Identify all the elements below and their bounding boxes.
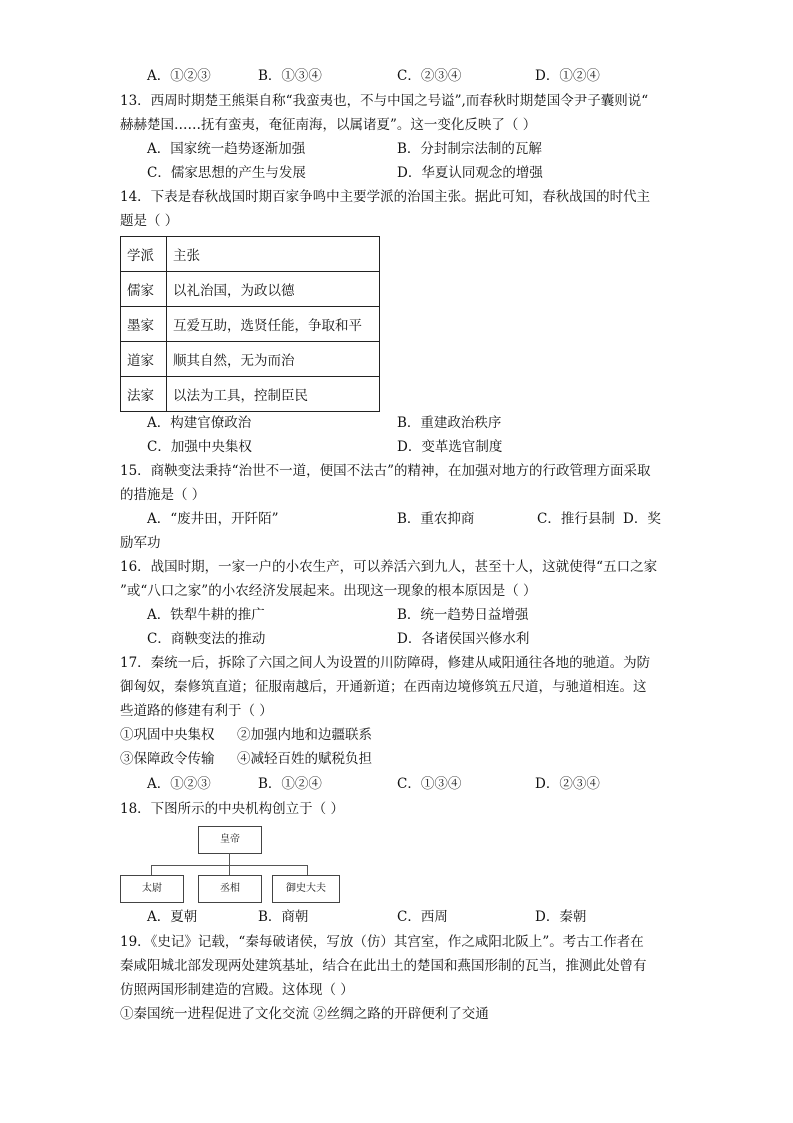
q14-option-a[interactable]: A．构建官僚政治 (147, 415, 252, 431)
connector-line (151, 865, 152, 875)
q14-option-b[interactable]: B．重建政治秩序 (397, 415, 502, 431)
q18-stem-line-1: 18．下图所示的中央机构创立于（ ） (120, 801, 344, 817)
table-cell: 儒家 (121, 272, 167, 307)
q18-option-d[interactable]: D．秦朝 (535, 909, 587, 925)
table-cell: 顺其自然，无为而治 (167, 342, 380, 377)
q13-option-c[interactable]: C．儒家思想的产生与发展 (147, 165, 306, 181)
q19-stem-line-2: 秦咸阳城北部发现两处建筑基址，结合在此出土的楚国和燕国形制的瓦当，推测此处曾有 (120, 958, 647, 974)
q12-option-b[interactable]: B．①③④ (258, 68, 322, 84)
table-row (121, 307, 380, 342)
q17-option-b[interactable]: B．①②④ (258, 776, 322, 792)
q19-item-line: ①秦国统一进程促进了文化交流 ②丝绸之路的开辟便利了交通 (120, 1006, 489, 1022)
q15-option-b[interactable]: B．重农抑商 (397, 511, 475, 527)
censor-box: 御史大夫 (272, 875, 340, 903)
q18-option-b[interactable]: B．商朝 (258, 909, 309, 925)
q13-option-b[interactable]: B．分封制宗法制的瓦解 (397, 141, 542, 157)
q13-stem-line-2: 赫赫楚国……抚有蛮夷，奄征南海，以属诸夏”。这一变化反映了（ ） (120, 117, 537, 133)
table-header-cell: 主张 (167, 237, 380, 272)
q13-option-d[interactable]: D．华夏认同观念的增强 (397, 165, 543, 181)
table-cell: 以礼治国，为政以德 (167, 272, 380, 307)
q17-option-a[interactable]: A．①②③ (147, 776, 211, 792)
q12-option-a[interactable]: A．①②③ (147, 68, 211, 84)
q16-stem-line-2: ”或“八口之家”的小农经济发展起来。出现这一现象的根本原因是（ ） (120, 583, 537, 599)
table-header-cell: 学派 (121, 237, 167, 272)
q15-option-a[interactable]: A．“废井田，开阡陌” (147, 511, 279, 527)
table-cell: 道家 (121, 342, 167, 377)
q17-option-d[interactable]: D．②③④ (535, 776, 600, 792)
table-cell: 墨家 (121, 307, 167, 342)
q15-option-d-continued: 励军功 (120, 535, 161, 551)
connector-line (307, 865, 308, 875)
q17-stem-line-2: 御匈奴，秦修筑直道；征服南越后，开通新道；在西南边境修筑五尺道，与驰道相连。这 (120, 679, 647, 695)
q19-stem-line-1: 19．《史记》记载，“秦每破诸侯，写放（仿）其宫室，作之咸阳北阪上”。考古工作者在 (120, 934, 644, 950)
q17-stem-line-1: 17．秦统一后，拆除了六国之间人为设置的川防障碍，修建从咸阳通往各地的驰道。为防 (120, 655, 651, 671)
taiwei-box: 太尉 (120, 875, 184, 903)
q14-stem-line-1: 14．下表是春秋战国时期百家争鸣中主要学派的治国主张。据此可知，春秋战国的时代主 (120, 189, 651, 205)
q15-stem-line-1: 15．商鞅变法秉持“治世不一道，便国不法古”的精神，在加强对地方的行政管理方面采取 (120, 463, 651, 479)
table-row (121, 377, 380, 412)
q15-option-c[interactable]: C．推行县制 (537, 511, 615, 527)
q17-item-1: ①巩固中央集权 (120, 727, 215, 743)
schools-table (120, 236, 380, 412)
q16-option-a[interactable]: A．铁犁牛耕的推广 (147, 607, 265, 623)
chancellor-box: 丞相 (198, 875, 262, 903)
q13-option-a[interactable]: A．国家统一趋势逐渐加强 (147, 141, 306, 157)
q15-stem-line-2: 的措施是（ ） (120, 487, 206, 503)
q17-stem-line-3: 些道路的修建有利于（ ） (120, 703, 273, 719)
q17-item-3: ③保障政令传输 (120, 751, 215, 767)
q16-option-b[interactable]: B．统一趋势日益增强 (397, 607, 529, 623)
emperor-box: 皇帝 (198, 826, 262, 854)
q17-item-4: ④减轻百姓的赋税负担 (237, 751, 372, 767)
table-header-row (121, 237, 380, 272)
q12-option-d[interactable]: D．①②④ (535, 68, 600, 84)
q16-option-d[interactable]: D．各诸侯国兴修水利 (397, 631, 530, 647)
q12-option-c[interactable]: C．②③④ (397, 68, 462, 84)
q13-stem-line-1: 13．西周时期楚王熊渠自称“我蛮夷也，不与中国之号谥”,而春秋时期楚国令尹子囊则说“ (120, 93, 649, 109)
connector-line (229, 853, 230, 865)
q19-stem-line-3: 仿照两国形制建造的宫殿。这体现（ ） (120, 982, 354, 998)
table-cell: 以法为工具，控制臣民 (167, 377, 380, 412)
q14-option-c[interactable]: C．加强中央集权 (147, 439, 252, 455)
q15-option-d[interactable]: D．奖 (623, 511, 661, 527)
q17-option-c[interactable]: C．①③④ (397, 776, 462, 792)
central-organization-chart (120, 825, 342, 905)
q16-stem-line-1: 16．战国时期，一家一户的小农生产，可以养活六到九人，甚至十人，这就使得“五口之家 (120, 559, 658, 575)
table-row (121, 342, 380, 377)
q18-option-a[interactable]: A．夏朝 (147, 909, 198, 925)
q14-option-d[interactable]: D．变革选官制度 (397, 439, 503, 455)
table-row (121, 272, 380, 307)
table-cell: 法家 (121, 377, 167, 412)
table-cell: 互爱互助，选贤任能，争取和平 (167, 307, 380, 342)
q16-option-c[interactable]: C．商鞅变法的推动 (147, 631, 266, 647)
q14-stem-line-2: 题是（ ） (120, 213, 179, 229)
q17-item-2: ②加强内地和边疆联系 (237, 727, 372, 743)
q18-option-c[interactable]: C．西周 (397, 909, 448, 925)
connector-line (229, 865, 230, 875)
